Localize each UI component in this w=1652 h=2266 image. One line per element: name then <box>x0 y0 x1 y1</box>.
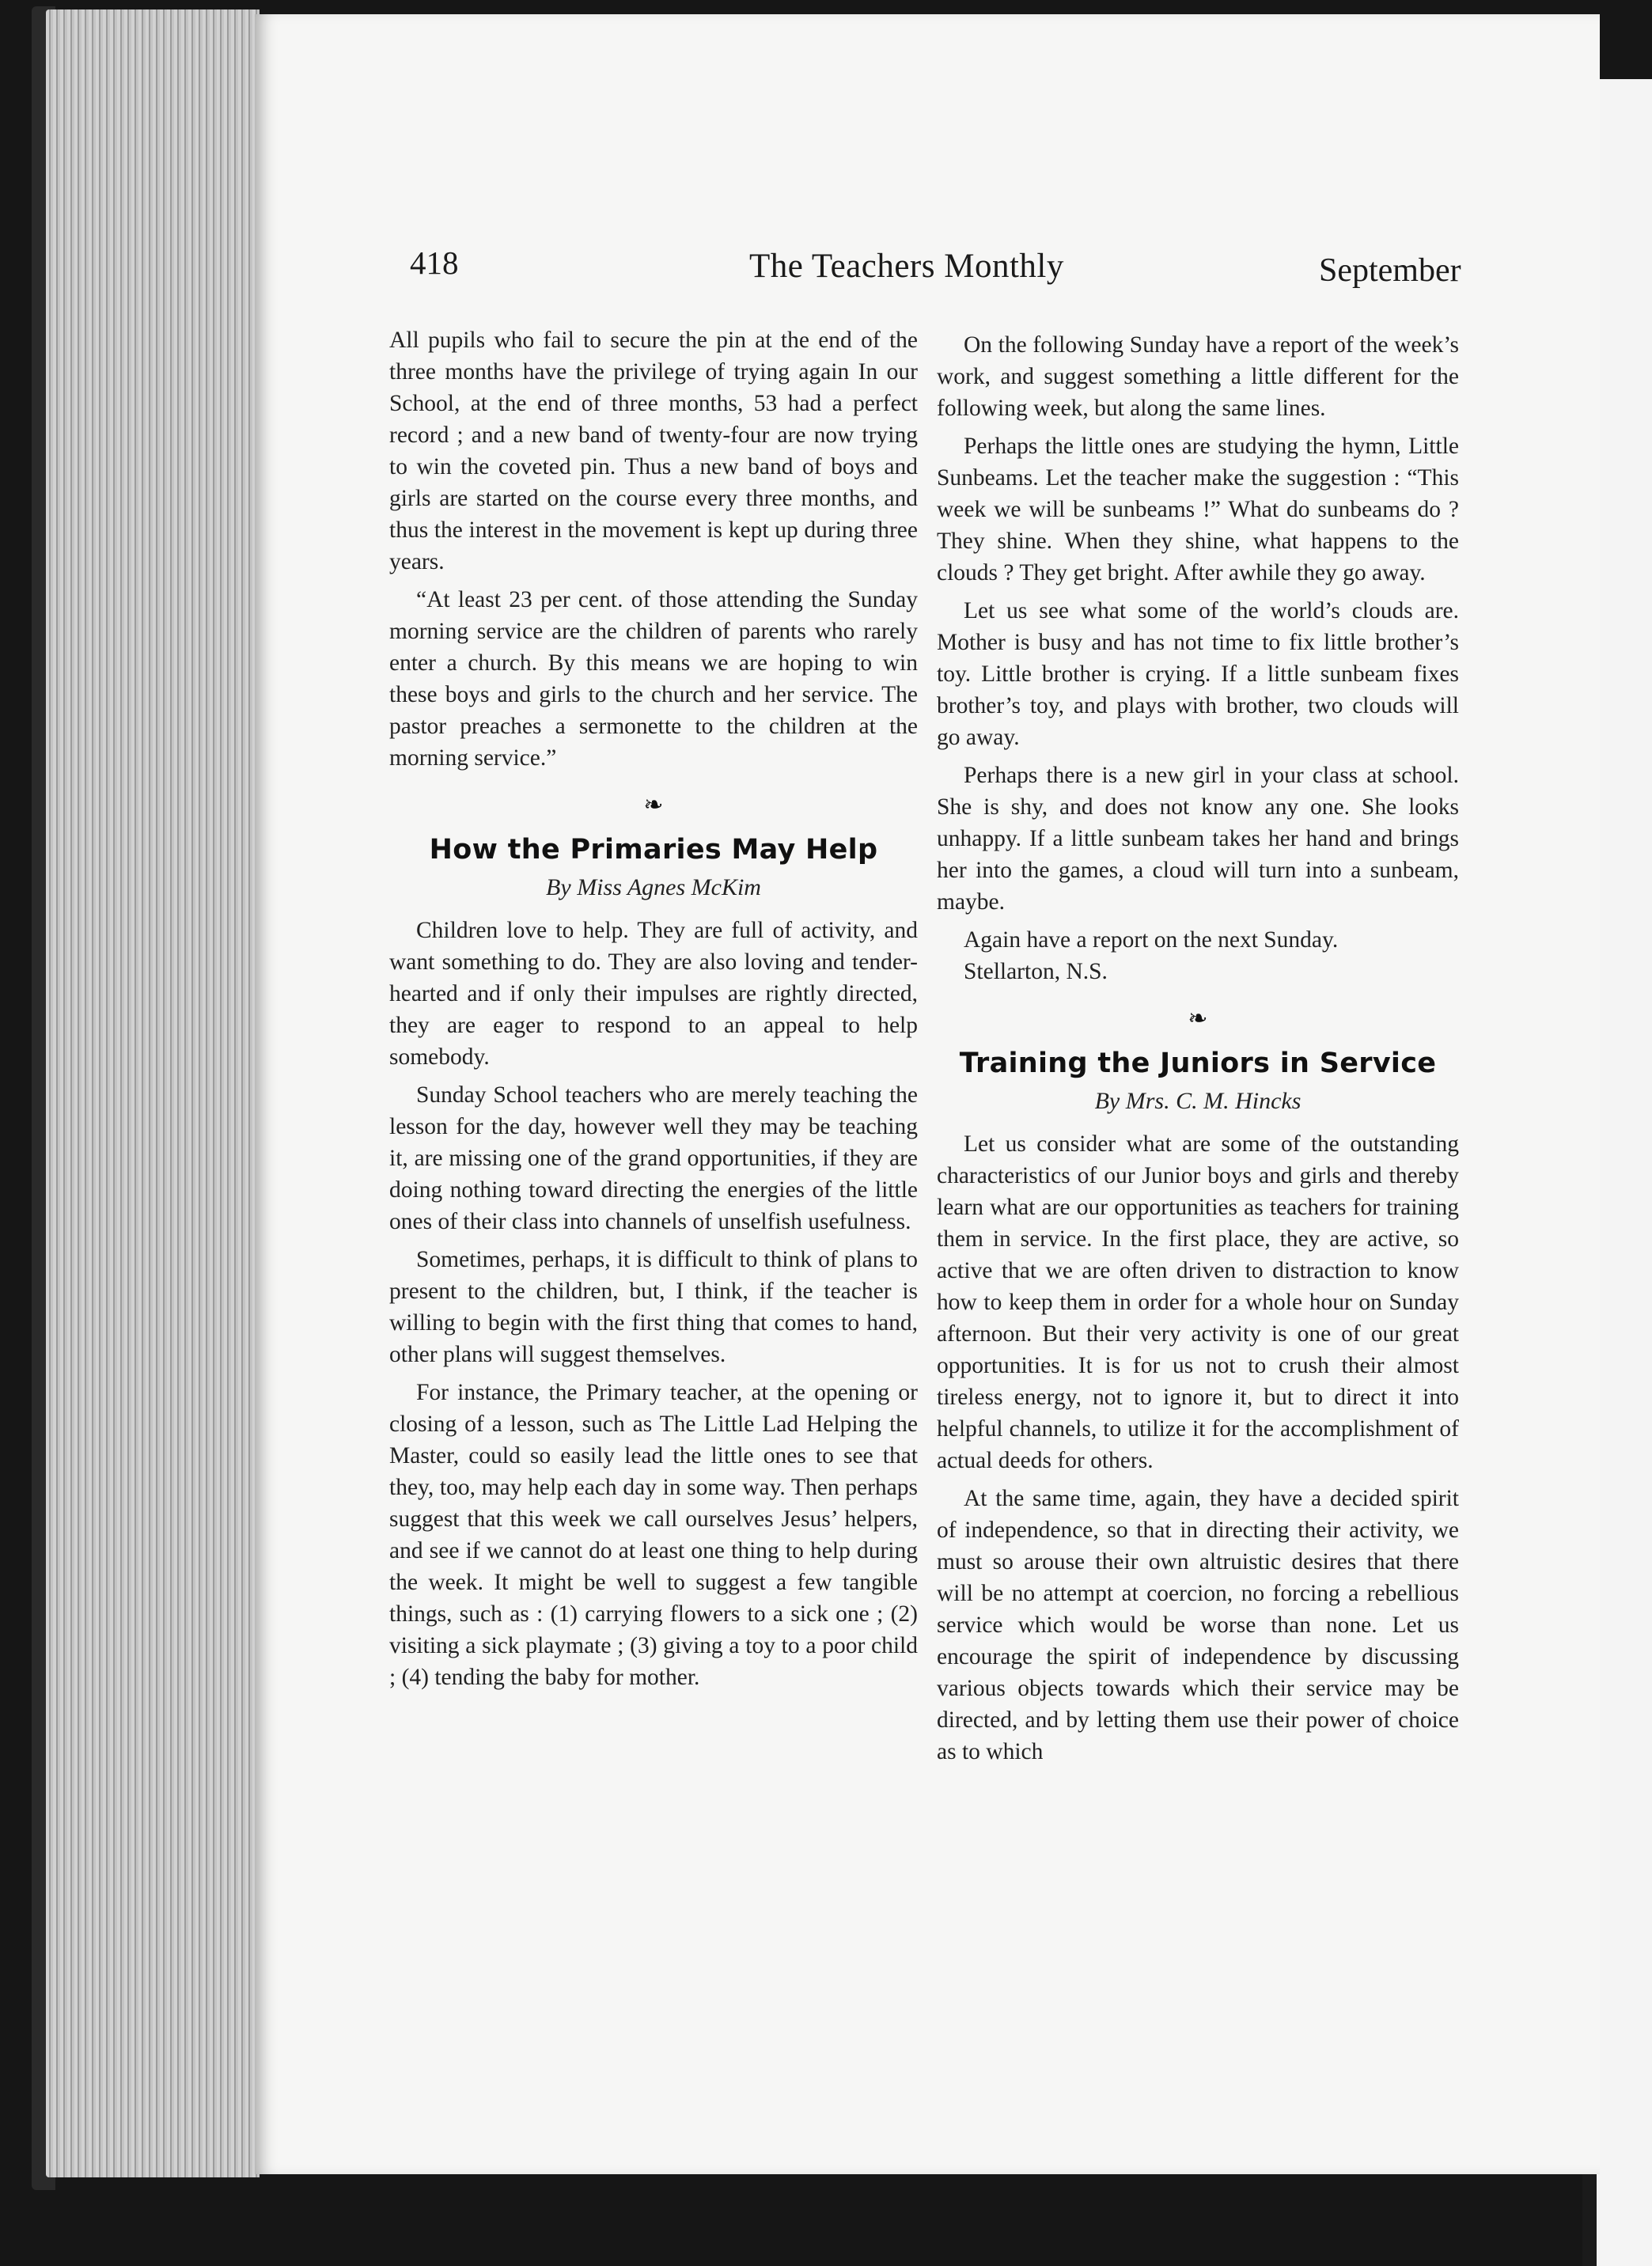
article-byline: By Miss Agnes McKim <box>546 874 761 900</box>
paragraph: “At least 23 per cent. of those attending the Sunday morning service are the children of parents who rarely enter a church. By this means we are hoping to win these boys and girls to the church and her service. The pastor preaches a sermonette to the children at the morning service.” <box>389 587 918 771</box>
paragraph: Perhaps the little ones are studying the hymn, Little Sunbeams. Let the teacher make the suggestion : “This week we will be sunbeams !” What do sunbeams do ? They shine. When they shine, what happens to the clouds ? They get bright. After awhile they go away. <box>937 434 1459 585</box>
paragraph: Sunday School teachers who are merely teaching the lesson for the day, however well they may be teaching it, are missing one of the grand opportunities, if they are doing nothing toward directing the energies of the little ones of their class into channels of unselfish usefulness. <box>389 1082 918 1234</box>
paragraph: For instance, the Primary teacher, at the opening or closing of a lesson, such as The Little Lad Helping the Master, could so easily lead the little ones to see that they, too, may help each day in some way. Then perhaps suggest that this week we call ourselves Jesus’ helpers, and see if we cannot do at least one thing to help during the week. It might be well to suggest a few tangible things, such as : (1) carrying flowers to a sick one ; (2) visiting a sick playmate ; (3) giving a toy to a poor child ; (4) tending the baby for mother. <box>389 1380 918 1690</box>
section-ornament-icon: ❧ <box>1188 1006 1208 1032</box>
section-ornament-icon: ❧ <box>643 792 664 818</box>
paragraph: On the following Sunday have a report of the week’s work, and suggest something a little different for the following week, but along the same lines. <box>937 332 1459 421</box>
paragraph: At the same time, again, they have a decided spirit of independence, so that in directing their activity, we must so arouse their own altruistic desires that there will be no attempt at coercion, no forcing a rebellious service which would be worse than none. Let us encourage the spirit of independence by discussing various objects towards which their service may be directed, and by letting them use their power of choice as to which <box>937 1486 1459 1764</box>
article-title: Training the Juniors in Service <box>959 1048 1437 1079</box>
paragraph: Let us consider what are some of the outstanding characteristics of our Junior boys and girls and thereby learn what are our opportunities as teachers for training them in service. In the first place, they are active, so active that we are often driven to distraction to know how to keep them in order for a whole hour on Sunday afternoon. But their very activity is one of our great opportunities. It is for us not to crush their almost tireless energy, not to ignore it, but to direct it into helpful channels, to utilize it for the accomplishment of actual deeds for others. <box>937 1131 1459 1473</box>
place-signature: Stellarton, N.S. <box>964 959 1108 984</box>
left-column <box>389 324 918 1700</box>
book-page <box>255 14 1600 2174</box>
paragraph: Again have a report on the next Sunday. <box>964 927 1339 953</box>
book-page-edges <box>46 9 260 2177</box>
journal-title: The Teachers Monthly <box>749 248 1064 285</box>
issue-month: September <box>1319 252 1461 289</box>
article-title: How the Primaries May Help <box>429 834 878 866</box>
right-column <box>937 329 1459 1774</box>
facing-page-edge <box>1597 79 1652 2266</box>
paragraph: Let us see what some of the world’s clouds are. Mother is busy and has not time to fix little brother’s toy. Little brother is crying. If a little sunbeam fixes brother’s toy, and plays with brother, two clouds will go away. <box>937 598 1459 750</box>
paragraph: All pupils who fail to secure the pin at the end of the three months have the privilege of trying again In our School, at the end of three months, 53 had a perfect record ; and a new band of twenty-four are now trying to win the coveted pin. Thus a new band of boys and girls are started on the course every three months, and thus the interest in the movement is kept up during three years. <box>389 328 918 574</box>
page-number: 418 <box>410 244 459 281</box>
paragraph: Perhaps there is a new girl in your class at school. She is shy, and does not know any one. She looks unhappy. If a little sunbeam takes her hand and brings her into the games, a cloud will turn into a sunbeam, maybe. <box>937 763 1459 915</box>
article-byline: By Mrs. C. M. Hincks <box>1094 1088 1302 1114</box>
paragraph: Children love to help. They are full of activity, and want something to do. They are also loving and tender-hearted and if only their impulses are rightly directed, they are eager to respond to an appeal to help somebody. <box>389 918 918 1070</box>
paragraph: Sometimes, perhaps, it is difficult to think of plans to present to the children, but, I think, if the teacher is willing to begin with the first thing that comes to hand, other plans will suggest themselves. <box>389 1247 918 1367</box>
running-header <box>255 237 1600 293</box>
